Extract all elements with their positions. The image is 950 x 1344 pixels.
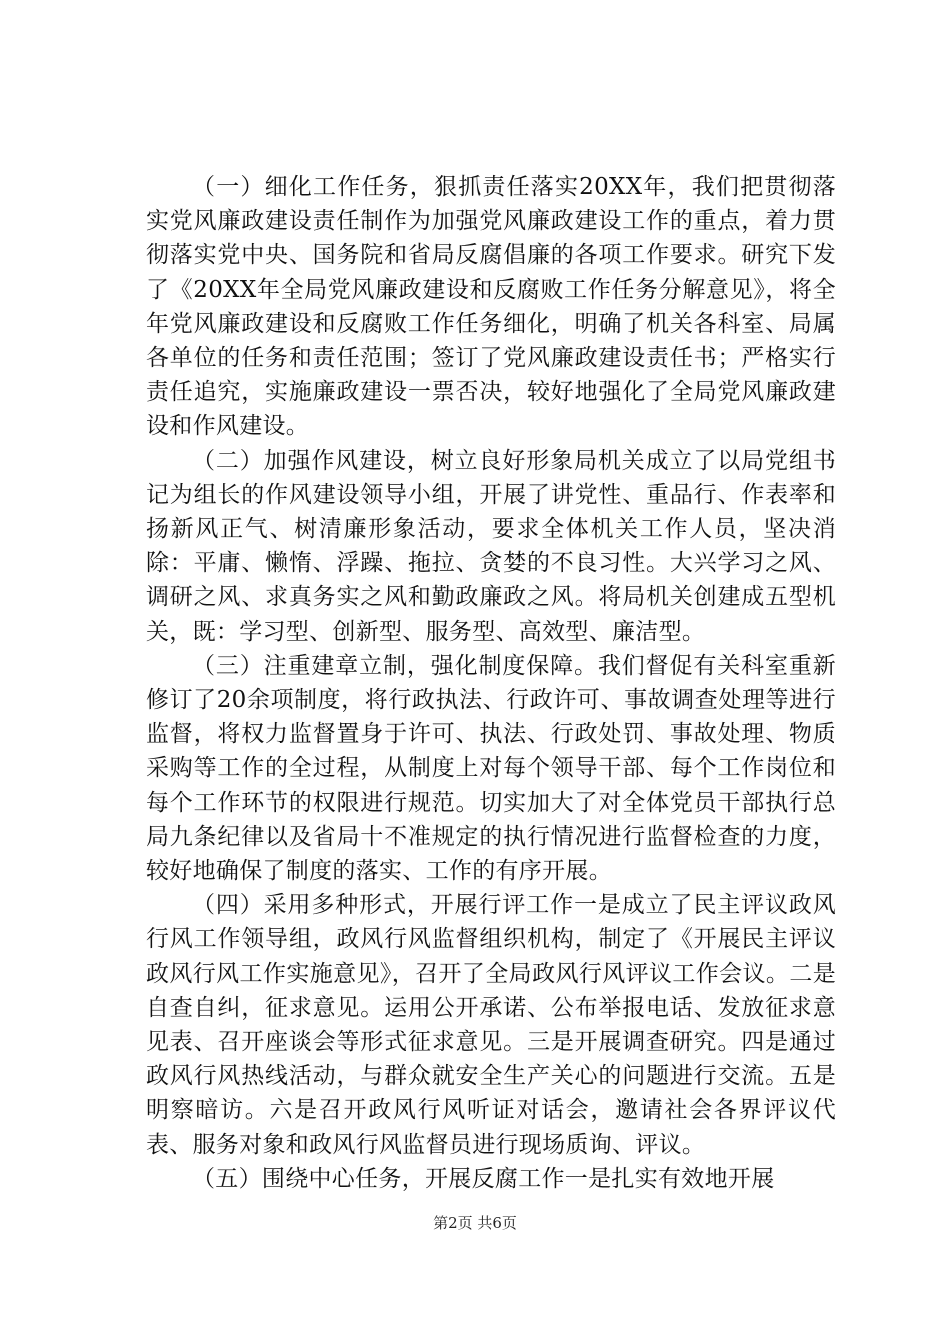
paragraph-2: （二）加强作风建设，树立良好形象局机关成立了以局党组书记为组长的作风建设领导小组，开展了讲党性、重品行、作表率和扬新风正气、树清廉形象活动，要求全体机关工作人员，坚决消除：平庸、懒惰、浮躁、拖拉、贪婪的不良习性。大兴学习之风、调研之风、求真务实之风和勤政廉政之风。将局机关创建成五型机关，既：学习型、创新型、服务型、高效型、廉洁型。 [146, 447, 836, 645]
paragraph-3: （三）注重建章立制，强化制度保障。我们督促有关科室重新修订了20余项制度，将行政执法、行政许可、事故调查处理等进行监督，将权力监督置身于许可、执法、行政处罚、事故处理、物质采购等工作的全过程，从制度上对每个领导干部、每个工作岗位和每个工作环节的权限进行规范。切实加大了对全体党员干部执行总局九条纪律以及省局十不准规定的执行情况进行监督检查的力度，较好地确保了制度的落实、工作的有序开展。 [146, 652, 836, 885]
page-number-footer: 第2页 共6页 [433, 1214, 517, 1232]
paragraph-1: （一）细化工作任务，狠抓责任落实20XX年，我们把贯彻落实党风廉政建设责任制作为加强党风廉政建设工作的重点，着力贯彻落实党中央、国务院和省局反腐倡廉的各项工作要求。研究下发了《20XX年全局党风廉政建设和反腐败工作任务分解意见》，将全年党风廉政建设和反腐败工作任务细化，明确了机关各科室、局属各单位的任务和责任范围；签订了党风廉政建设责任书；严格实行责任追究，实施廉政建设一票否决，较好地强化了全局党风廉政建设和作风建设。 [146, 174, 836, 440]
document-body [146, 170, 836, 1196]
paragraph-5: （五）围绕中心任务，开展反腐工作一是扎实有效地开展 [192, 1165, 775, 1192]
paragraph-4: （四）采用多种形式，开展行评工作一是成立了民主评议政风行风工作领导组，政风行风监督组织机构，制定了《开展民主评议政风行风工作实施意见》，召开了全局政风行风评议工作会议。二是自查自纠，征求意见。运用公开承诺、公布举报电话、发放征求意见表、召开座谈会等形式征求意见。三是开展调查研究。四是通过政风行风热线活动，与群众就安全生产关心的问题进行交流。五是明察暗访。六是召开政风行风听证对话会，邀请社会各界评议代表、服务对象和政风行风监督员进行现场质询、评议。 [146, 892, 836, 1158]
